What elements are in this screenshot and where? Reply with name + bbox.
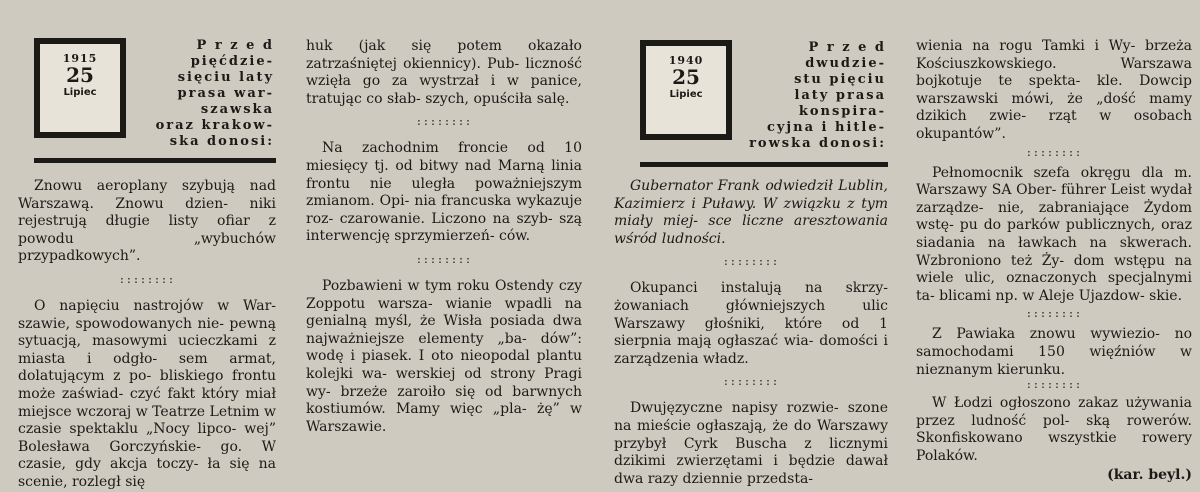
separator: :::::::: [1025, 147, 1083, 159]
column-2 [306, 38, 582, 436]
separator: :::::::: [415, 254, 473, 266]
article-paragraph: O napięciu nastrojów w War- szawie, spowodowanych nie- pewną sytuacją, masowymi ucieczkami z miasta i odgło- sem armat, dolatującym z po- bliskiego frontu może zaświad- czyć fakt który miał miejsce wczoraj w Teatrze Letnim w czasie spektaklu „Nocy lipco- wej” Bolesława Gorczyńskie- go. W czasie, gdy akcja toczy- ła się na scenie, rozległ się [18, 297, 277, 490]
article-paragraph: W Łodzi ogłoszono zakaz używania przez ludność pol- ską rowerów. Skonfiskowano wszystkie rowery Polaków. [916, 395, 1193, 464]
article-paragraph: Dwujęzyczne napisy rozwie- szone na mieście ogłaszają, że do Warszawy przybył Cyrk Buscha z licznymi dzikimi zwierzętami i będzie dawał dwa razy dziennie przedsta- [614, 400, 889, 487]
heading-line: szawska [200, 102, 274, 117]
heading-line: oraz krakow- [155, 118, 274, 133]
date-year: 1915 [62, 52, 98, 65]
heading-line: dwudzie- [805, 56, 886, 71]
right-heading [740, 40, 886, 152]
right-header [640, 36, 888, 168]
author-signature: (kar. beyl.) [1107, 467, 1192, 484]
heading-line: P r z e d [808, 40, 886, 55]
column-3 [614, 178, 888, 488]
date-month: Lipiec [63, 87, 97, 98]
date-box-1915 [34, 38, 126, 138]
heading-line: P r z e d [196, 38, 274, 53]
date-year: 1940 [668, 54, 704, 67]
date-day: 25 [672, 65, 700, 89]
date-day: 25 [66, 63, 94, 87]
date-month: Lipiec [669, 89, 703, 100]
heading-line: konspira- [798, 104, 886, 119]
separator: :::::::: [722, 377, 780, 389]
separator: :::::::: [1025, 380, 1083, 392]
left-heading [134, 38, 274, 150]
article-paragraph: Gubernator Frank odwiedził Lublin, Kazimierz i Puławy. W związku z tym miały miej- sce liczne aresztowania wśród ludności. [614, 178, 889, 247]
heading-line: cyjna i hitle- [766, 120, 886, 135]
heading-line: pięćdzie- [190, 54, 274, 69]
date-box-1940 [640, 40, 732, 140]
article-paragraph: Znowu aeroplany szybują nad Warszawą. Znowu dzien- niki rejestrują długie listy ofiar z powodu „wybuchów przypadkowych”. [18, 178, 277, 265]
article-paragraph: Na zachodnim froncie od 10 miesięcy tj. od bitwy nad Marną linia frontu nie uległa poważniejszym zmianom. Opi- nia francuska wykazuje roz- czarowanie. Liczono na szyb- szą interwencję sprzymierzeń- ców. [306, 140, 583, 245]
heading-line: rowska donosi: [749, 136, 886, 151]
right-header-rule [640, 162, 888, 167]
column-4 [916, 38, 1192, 485]
separator: :::::::: [722, 257, 780, 269]
article-paragraph: Pozbawieni w tym roku Ostendy czy Zoppotu warsza- wianie wpadli na genialną myśl, że Wisła posiada dwa najważniejsze elementy „ba- dów”: wodę i piasek. I oto nieopodal plantu kolejki wa- werskiej od strony Pragi wy- brzeże zaroiło się od barwnych kostiumów. Mamy więc „pla- żę” w Warszawie. [306, 277, 583, 435]
left-header-rule [34, 158, 276, 163]
heading-line: laty prasa [794, 88, 886, 103]
heading-line: sięciu laty [177, 70, 274, 85]
separator: :::::::: [118, 274, 176, 286]
heading-line: prasa war- [177, 86, 274, 101]
article-paragraph: Okupanci instalują na skrzy- żowaniach główniejszych ulic Warszawy głośniki, które od 1 sierpnia mają ogłaszać wia- domości i zarządzenia władz. [614, 280, 889, 367]
article-paragraph: Z Pawiaka znowu wywiezio- no samochodami 150 więźniów w nieznanym kierunku. [916, 326, 1193, 378]
heading-line: stu pięciu [794, 72, 886, 87]
column-1 [18, 178, 276, 492]
separator: :::::::: [1025, 309, 1083, 321]
article-paragraph: huk (jak się potem okazało zatrzaśniętej okiennicy). Pub- liczność wzięła go za wystrzał i w panice, tratując co słab- szych, opuściła salę. [306, 38, 583, 107]
article-paragraph: wienia na rogu Tamki i Wy- brzeża Kościuszkowskiego. Warszawa bojkotuje te spekta- kle. Dowcip warszawski mówi, że „dość mamy dzikich zwie- rząt w osobach okupantów”. [916, 38, 1193, 142]
heading-line: ska donosi: [169, 134, 274, 149]
separator: :::::::: [415, 117, 473, 129]
left-header [34, 34, 274, 166]
article-paragraph: Pełnomocnik szefa okręgu dla m. Warszawy SA Ober- führer Leist wydał zarządze- nie, zabraniające Żydom wstę- pu do parków publicznych, oraz siadania na ławkach na skwerach. Wzbroniono też Ży- dom wstępu na wiele ulic, oznaczonych specjalnymi ta- blicami np. w Aleje Ujazdow- skie. [916, 164, 1193, 304]
